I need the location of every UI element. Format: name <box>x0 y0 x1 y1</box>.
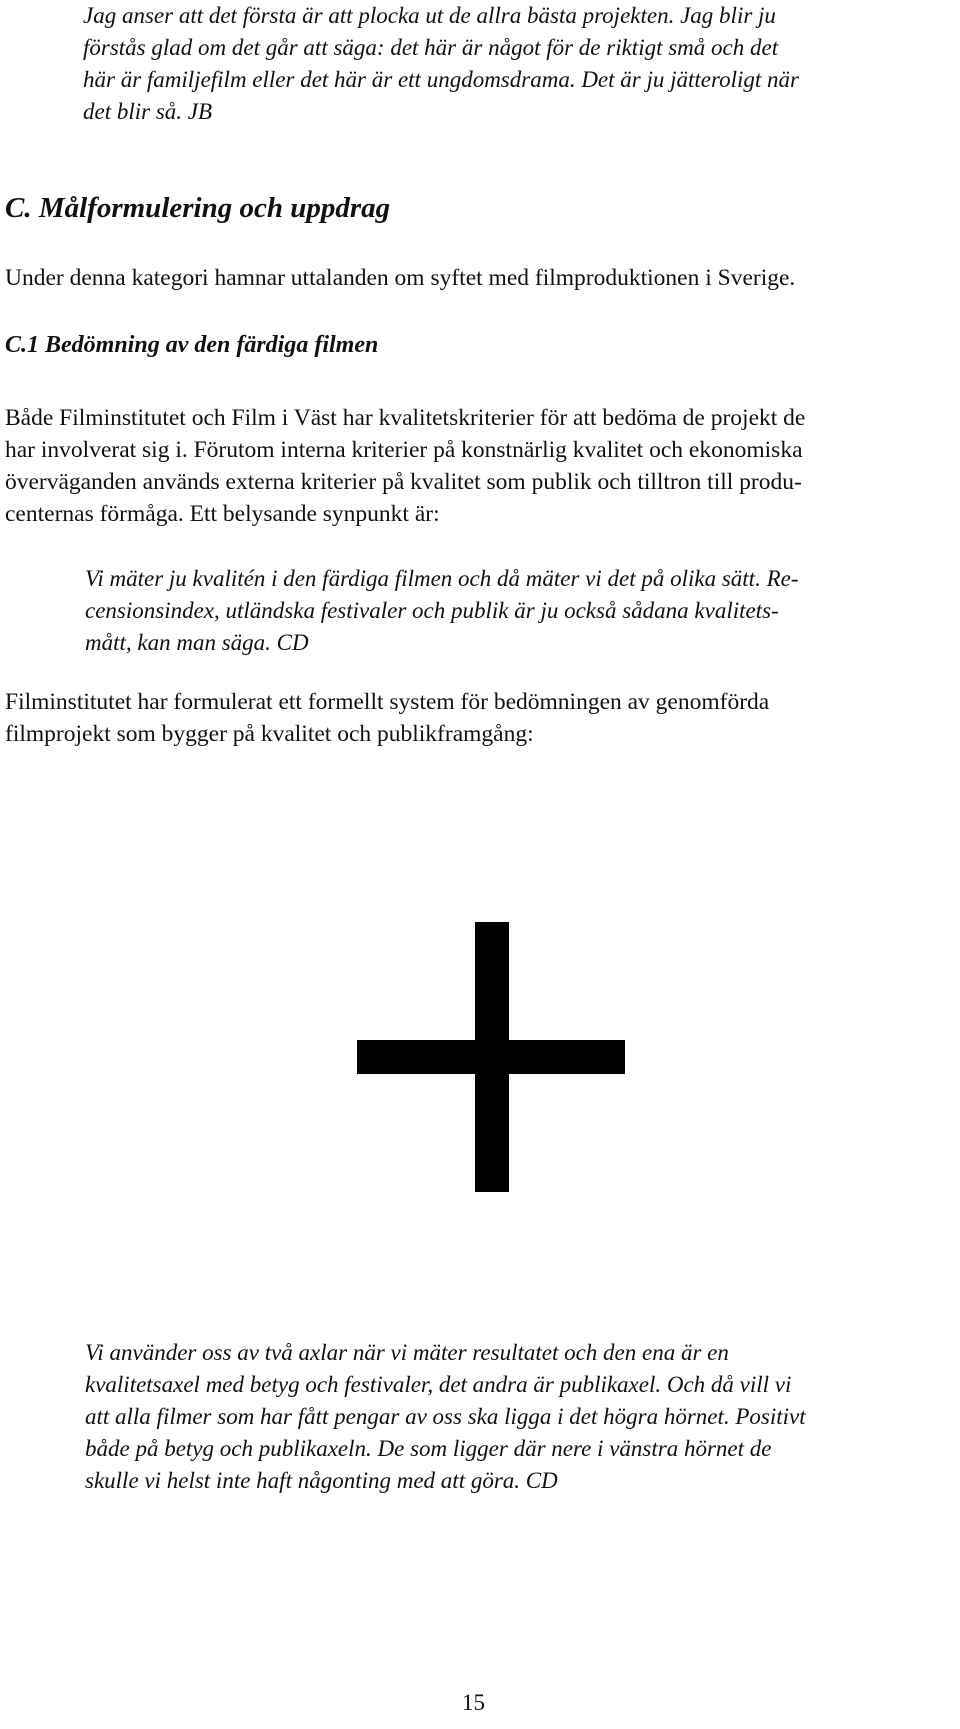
quote-bottom-line: skulle vi helst inte haft någonting med att göra. CD <box>85 1468 558 1493</box>
horizontal-axis <box>357 1040 625 1074</box>
paragraph-line: Både Filminstitutet och Film i Väst har kvalitetskriterier för att bedöma de projekt de <box>5 405 806 431</box>
quote-mid-line: censionsindex, utländska festivaler och publik är ju också sådana kvalitets- <box>85 598 779 623</box>
cross-axes-icon <box>357 922 625 1192</box>
section-c-heading: C. Målformulering och uppdrag <box>5 192 391 224</box>
quote-top-line: här är familjefilm eller det här är ett ungdomsdrama. Det är ju jätteroligt när <box>83 67 799 92</box>
quote-top <box>83 0 933 128</box>
paragraph-line: filmprojekt som bygger på kvalitet och publikframgång: <box>5 721 534 747</box>
section-c1-paragraph <box>5 402 925 530</box>
quote-mid-line: Vi mäter ju kvalitén i den färdiga filmen och då mäter vi det på olika sätt. Re- <box>85 566 799 591</box>
quote-mid <box>85 563 925 659</box>
quote-mid-line: mått, kan man säga. CD <box>85 630 309 655</box>
paragraph-line: centernas förmåga. Ett belysande synpunkt är: <box>5 501 440 527</box>
quote-bottom-line: kvalitetsaxel med betyg och festivaler, det andra är publikaxel. Och då vill vi <box>85 1372 792 1397</box>
paragraph-line: Filminstitutet har formulerat ett formellt system för bedömningen av genomförda <box>5 689 770 715</box>
paragraph-line: överväganden används externa kriterier på kvalitet som publik och tilltron till produ- <box>5 469 802 495</box>
section-c1-heading: C.1 Bedömning av den färdiga filmen <box>5 332 379 358</box>
paragraph-line: har involverat sig i. Förutom interna kriterier på konstnärlig kvalitet och ekonomiska <box>5 437 803 463</box>
section-c-intro: Under denna kategori hamnar uttalanden om syftet med filmproduktionen i Sverige. <box>5 265 796 291</box>
quote-top-line: Jag anser att det första är att plocka ut de allra bästa projekten. Jag blir ju <box>83 3 776 28</box>
section-c1-paragraph-2 <box>5 686 925 750</box>
quote-bottom <box>85 1337 930 1497</box>
page-number: 15 <box>462 1690 485 1715</box>
quote-top-line: det blir så. JB <box>83 99 213 124</box>
quote-bottom-line: Vi använder oss av två axlar när vi mäter resultatet och den ena är en <box>85 1340 729 1365</box>
quote-bottom-line: att alla filmer som har fått pengar av oss ska ligga i det högra hörnet. Positivt <box>85 1404 806 1429</box>
quote-top-line: förstås glad om det går att säga: det här är något för de riktigt små och det <box>83 35 779 60</box>
quote-bottom-line: både på betyg och publikaxeln. De som ligger där nere i vänstra hörnet de <box>85 1436 772 1461</box>
